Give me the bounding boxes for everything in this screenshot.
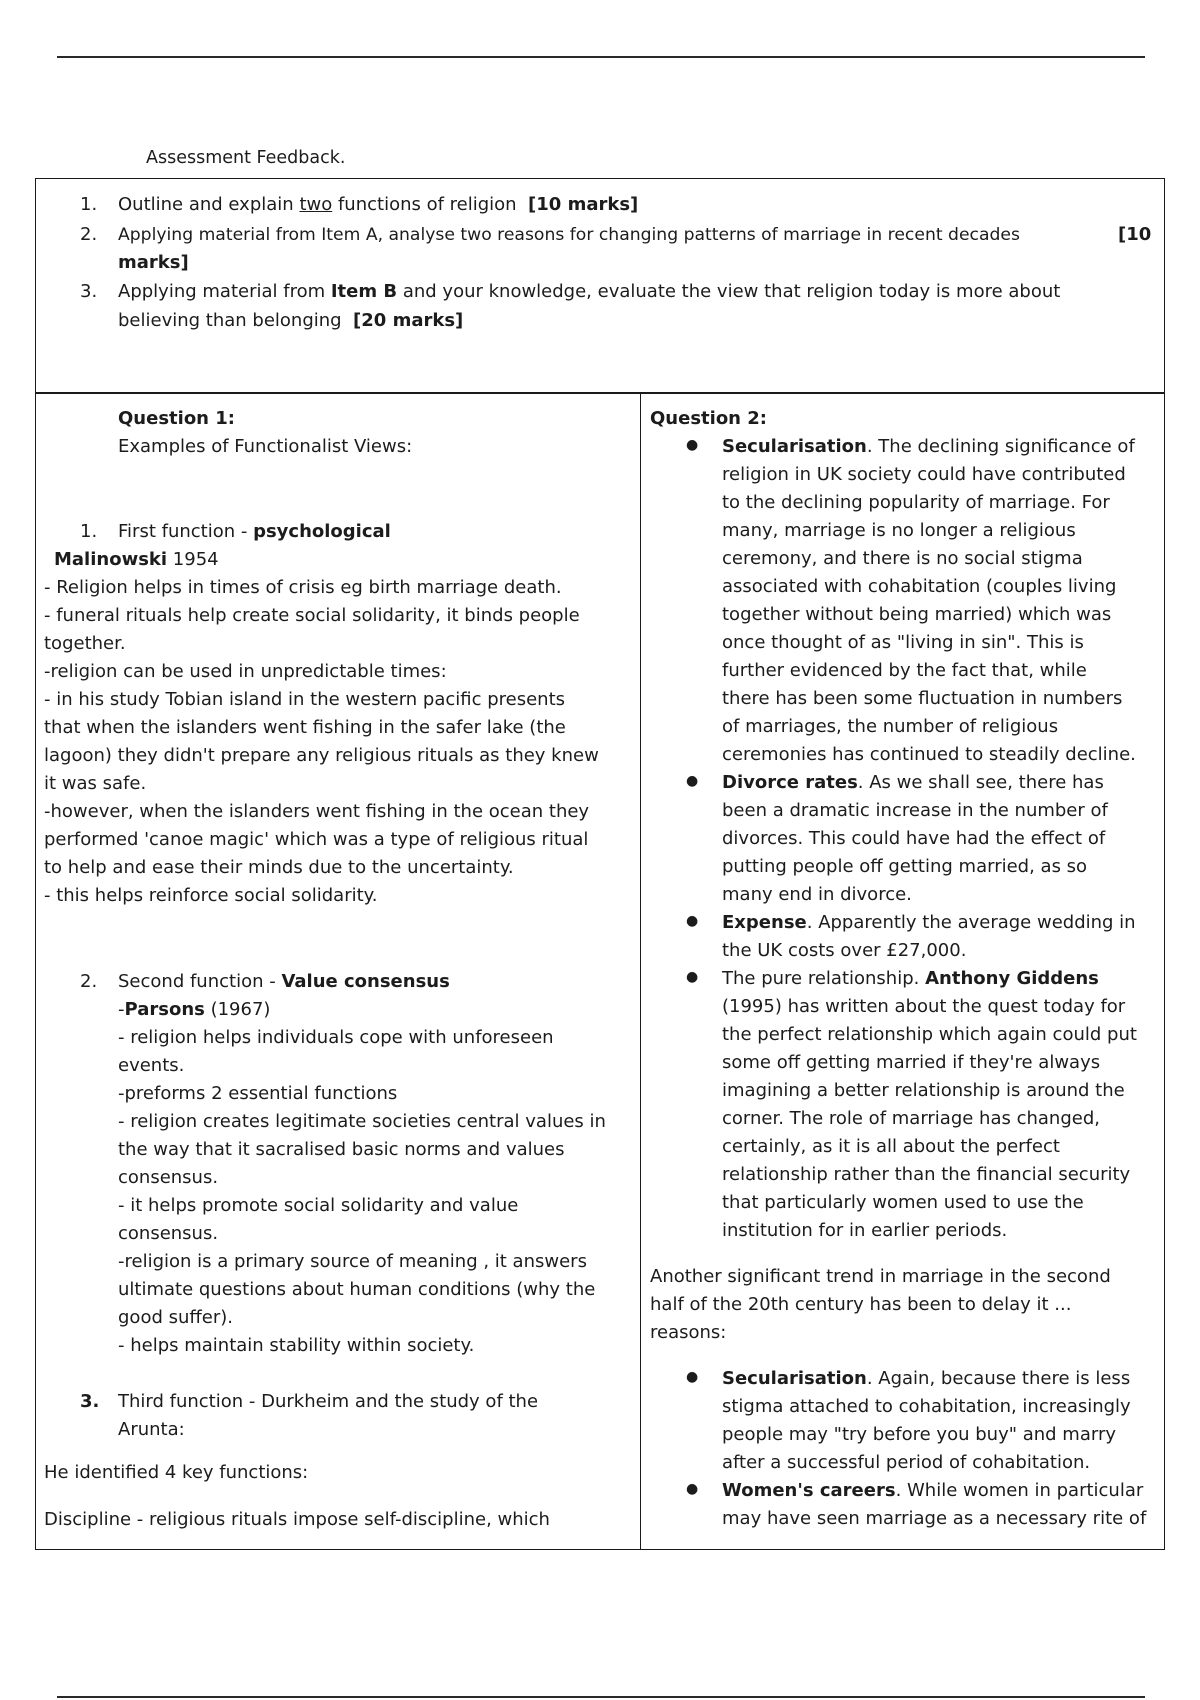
bullet-icon: ● <box>686 969 699 985</box>
question-number: 3. <box>80 281 98 302</box>
header-rule <box>57 56 1145 58</box>
line: relationship rather than the financial security <box>722 1164 1131 1185</box>
line: (1995) has written about the quest today for <box>722 996 1126 1017</box>
line: - funeral rituals help create social solidarity, it binds people <box>44 605 580 626</box>
line: religion in UK society could have contributed <box>722 464 1126 485</box>
bullet-secularisation-2: Secularisation. Again, because there is less <box>722 1368 1131 1389</box>
line: events. <box>118 1055 185 1076</box>
question-3: Applying material from Item B and your knowledge, evaluate the view that religion today is more about <box>118 281 1061 302</box>
line: He identified 4 key functions: <box>44 1462 309 1483</box>
answers-box <box>35 392 1165 1550</box>
line: corner. The role of marriage has changed, <box>722 1108 1100 1129</box>
questions-box <box>35 178 1165 394</box>
line: - Religion helps in times of crisis eg birth marriage death. <box>44 577 562 598</box>
line: together. <box>44 633 126 654</box>
malinowski-ref: Malinowski 1954 <box>54 549 219 570</box>
bullet-womens-careers: Women's careers. While women in particular <box>722 1480 1144 1501</box>
line: - this helps reinforce social solidarity. <box>44 885 378 906</box>
document-title: Assessment Feedback. <box>146 148 346 168</box>
line: institution for in earlier periods. <box>722 1220 1008 1241</box>
line: divorces. This could have had the effect of <box>722 828 1106 849</box>
first-function-heading: First function - psychological <box>118 521 391 542</box>
line: ultimate questions about human conditions (why the <box>118 1279 596 1300</box>
line: to the declining popularity of marriage. For <box>722 492 1110 513</box>
line: consensus. <box>118 1223 219 1244</box>
line: - religion creates legitimate societies central values in <box>118 1111 606 1132</box>
line: consensus. <box>118 1167 219 1188</box>
line: imagining a better relationship is around the <box>722 1080 1125 1101</box>
line: further evidenced by the fact that, while <box>722 660 1087 681</box>
line: -religion can be used in unpredictable times: <box>44 661 447 682</box>
question-2: Applying material from Item A, analyse two reasons for changing patterns of marriage in recent decades <box>118 225 1020 245</box>
line: many end in divorce. <box>722 884 912 905</box>
bullet-icon: ● <box>686 437 699 453</box>
line: to help and ease their minds due to the uncertainty. <box>44 857 514 878</box>
q2-heading: Question 2: <box>650 408 767 429</box>
function-number: 1. <box>80 521 98 542</box>
line: Arunta: <box>118 1419 185 1440</box>
line: there has been some fluctuation in numbers <box>722 688 1123 709</box>
line: -however, when the islanders went fishing in the ocean they <box>44 801 590 822</box>
bullet-expense: Expense. Apparently the average wedding in <box>722 912 1136 933</box>
question-2-marks: marks] <box>118 252 189 273</box>
line: - it helps promote social solidarity and value <box>118 1195 519 1216</box>
function-number: 2. <box>80 971 98 992</box>
bullet-icon: ● <box>686 773 699 789</box>
bullet-secularisation: Secularisation. The declining significance of <box>722 436 1135 457</box>
bullet-pure-relationship: The pure relationship. Anthony Giddens <box>722 968 1099 989</box>
line: Discipline - religious rituals impose self-discipline, which <box>44 1509 550 1530</box>
line: people may "try before you buy" and marry <box>722 1424 1117 1445</box>
line: -preforms 2 essential functions <box>118 1083 398 1104</box>
line: the perfect relationship which again could put <box>722 1024 1137 1045</box>
question-2-marks: [10 <box>1118 224 1152 245</box>
line: -religion is a primary source of meaning , it answers <box>118 1251 587 1272</box>
question-3-line2: believing than belonging [20 marks] <box>118 310 464 331</box>
line: of marriages, the number of religious <box>722 716 1059 737</box>
line: performed 'canoe magic' which was a type of religious ritual <box>44 829 589 850</box>
line: that particularly women used to use the <box>722 1192 1084 1213</box>
question-number: 2. <box>80 224 98 245</box>
bullet-icon: ● <box>686 1369 699 1385</box>
line: many, marriage is no longer a religious <box>722 520 1076 541</box>
line: lagoon) they didn't prepare any religious rituals as they knew <box>44 745 599 766</box>
line: half of the 20th century has been to delay it ... <box>650 1294 1072 1315</box>
line: ceremonies has continued to steadily decline. <box>722 744 1136 765</box>
question-1: Outline and explain two functions of religion [10 marks] <box>118 194 639 215</box>
bullet-icon: ● <box>686 1481 699 1497</box>
line: Another significant trend in marriage in the second <box>650 1266 1111 1287</box>
third-function-heading: Third function - Durkheim and the study of the <box>118 1391 539 1412</box>
bullet-divorce-rates: Divorce rates. As we shall see, there has <box>722 772 1104 793</box>
line: putting people off getting married, as so <box>722 856 1088 877</box>
line: some off getting married if they're always <box>722 1052 1101 1073</box>
line: - religion helps individuals cope with unforeseen <box>118 1027 554 1048</box>
question-number: 1. <box>80 194 98 215</box>
line: it was safe. <box>44 773 147 794</box>
line: reasons: <box>650 1322 727 1343</box>
parsons-ref: -Parsons (1967) <box>118 999 271 1020</box>
line: ceremony, and there is no social stigma <box>722 548 1083 569</box>
line: once thought of as "living in sin". This is <box>722 632 1084 653</box>
line: good suffer). <box>118 1307 234 1328</box>
line: - helps maintain stability within society. <box>118 1335 475 1356</box>
bullet-icon: ● <box>686 913 699 929</box>
line: that when the islanders went fishing in the safer lake (the <box>44 717 566 738</box>
line: - in his study Tobian island in the western pacific presents <box>44 689 566 710</box>
line: been a dramatic increase in the number of <box>722 800 1108 821</box>
line: associated with cohabitation (couples living <box>722 576 1117 597</box>
q1-subheading: Examples of Functionalist Views: <box>118 436 413 457</box>
line: together without being married) which was <box>722 604 1112 625</box>
q1-heading: Question 1: <box>118 408 235 429</box>
line: the UK costs over £27,000. <box>722 940 967 961</box>
line: certainly, as it is all about the perfect <box>722 1136 1060 1157</box>
second-function-heading: Second function - Value consensus <box>118 971 450 992</box>
function-number: 3. <box>80 1391 100 1412</box>
line: may have seen marriage as a necessary rite of <box>722 1508 1147 1529</box>
column-divider <box>640 393 641 1549</box>
line: the way that it sacralised basic norms and values <box>118 1139 565 1160</box>
line: after a successful period of cohabitation. <box>722 1452 1091 1473</box>
footer-rule <box>57 1696 1145 1698</box>
line: stigma attached to cohabitation, increasingly <box>722 1396 1131 1417</box>
